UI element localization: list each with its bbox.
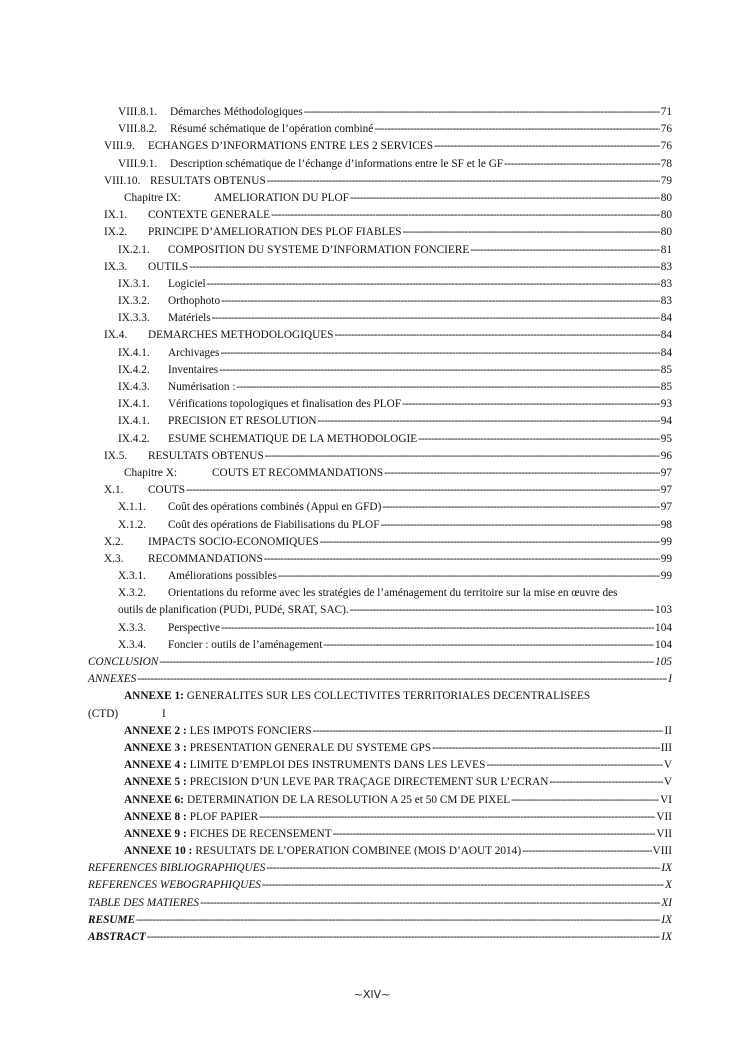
toc-entry-continuation (0, 602, 672, 619)
toc-entry-page: 99 (660, 570, 672, 583)
annex-title: GENERALITES SUR LES COLLECTIVITES TERRITORIALES DECENTRALISEES (186, 690, 591, 703)
annex-entry[interactable] (0, 723, 672, 740)
toc-entry-number: VIII.8.1. (118, 106, 158, 118)
dot-leader (304, 104, 660, 121)
toc-entry-number: VIII.8.2. (118, 123, 158, 136)
annex-label: ANNEXE 2 : (124, 724, 187, 737)
toc-section[interactable] (0, 929, 672, 946)
dot-leader (432, 740, 660, 757)
toc-entry-title: ECHANGES D’INFORMATIONS ENTRE LES 2 SERVICES (148, 140, 433, 153)
toc-entry-number: X.2. (104, 535, 124, 548)
toc-entry-number: IX.1. (104, 209, 128, 222)
dot-leader (418, 431, 660, 448)
annex-title: RESULTATS DE L’OPERATION COMBINEE (MOIS D’AOUT 2014) (195, 845, 522, 858)
toc-entry[interactable] (0, 534, 672, 551)
toc-entry-number: VIII.10. (104, 174, 141, 187)
dot-leader (136, 912, 660, 929)
toc-entry-title: PRECISION ET RESOLUTION (168, 415, 317, 428)
toc-entry-number: IX.4.1. (118, 346, 150, 359)
annex-title: LIMITE D’EMPLOI DES INSTRUMENTS DANS LES LEVES (189, 759, 486, 772)
toc-entry-page: 78 (660, 157, 672, 170)
annex-entry[interactable] (0, 809, 672, 826)
toc-entry[interactable] (0, 517, 672, 534)
toc-entry[interactable] (0, 551, 672, 568)
dot-leader (262, 877, 664, 894)
annex-page: VI (660, 793, 672, 806)
dot-leader (403, 224, 660, 241)
toc-entry-page: 85 (660, 363, 672, 376)
table-of-contents (0, 104, 744, 946)
toc-entry-title: Résumé schématique de l’opération combiné (170, 123, 374, 136)
toc-entry-title: Orthophoto (168, 295, 221, 308)
toc-entry-number: X.1.1. (118, 501, 146, 514)
toc-entry[interactable] (0, 207, 672, 224)
toc-section-page: X (665, 879, 672, 892)
toc-entry[interactable] (0, 224, 672, 241)
dot-leader (318, 413, 660, 430)
dot-leader (323, 637, 654, 654)
toc-entry-page: 95 (660, 432, 672, 445)
annex-title: LES IMPOTS FONCIERS (189, 724, 312, 737)
toc-entry-page: 71 (660, 106, 672, 118)
toc-entry-number: IX.4.2. (118, 432, 150, 445)
toc-entry-number: IX.2. (104, 226, 128, 239)
toc-entry-title: COMPOSITION DU SYSTEME D’INFORMATION FONCIERE (168, 243, 470, 256)
toc-entry-page: 99 (660, 552, 672, 565)
toc-entry-page: 98 (660, 518, 672, 531)
toc-entry[interactable] (0, 379, 672, 396)
toc-entry-number: IX.3. (104, 260, 128, 273)
toc-entry-page: 83 (660, 260, 672, 273)
toc-section-title: REFERENCES WEBOGRAPHIQUES (88, 879, 261, 892)
toc-entry[interactable] (0, 345, 672, 362)
toc-entry-title: AMELIORATION DU PLOF (214, 191, 349, 204)
toc-entry[interactable] (0, 173, 672, 190)
toc-entry[interactable] (0, 431, 672, 448)
toc-entry-title: Logiciel (168, 277, 206, 290)
annex-page: VII (656, 827, 672, 840)
toc-entry-title: Inventaires (168, 363, 219, 376)
toc-entry-number: X.3.4. (118, 638, 146, 651)
toc-entry-page: 97 (660, 484, 672, 497)
annex-title-continuation: (CTD) (88, 707, 119, 720)
toc-entry-number: X.1. (104, 484, 124, 497)
toc-entry[interactable] (0, 448, 672, 465)
dot-leader (350, 602, 654, 619)
toc-entry-number: IX.3.2. (118, 295, 150, 308)
toc-entry[interactable] (0, 310, 672, 327)
toc-entry-number: X.3.1. (118, 570, 146, 583)
annex-entry[interactable] (0, 826, 672, 843)
dot-leader (212, 310, 660, 327)
toc-entry-title: RESULTATS OBTENUS (150, 174, 266, 187)
dot-leader (147, 929, 661, 946)
dot-leader (486, 757, 662, 774)
dot-leader (382, 499, 659, 516)
toc-entry-number: IX.4.3. (118, 381, 150, 393)
toc-entry[interactable] (0, 585, 744, 602)
dot-leader (434, 138, 660, 155)
toc-entry[interactable] (0, 121, 672, 138)
toc-entry-title: RECOMMANDATIONS (148, 552, 263, 565)
dot-leader (522, 843, 651, 860)
annex-page: V (663, 776, 672, 789)
toc-section-page: IX (661, 931, 672, 943)
annex-page: VIII (652, 845, 672, 858)
dot-leader (511, 792, 659, 809)
toc-entry-title: Numérisation : (168, 381, 236, 393)
toc-entry-page: 80 (660, 209, 672, 222)
toc-entry-page: 93 (660, 398, 672, 411)
toc-entry-page: 79 (660, 174, 672, 187)
toc-section-page: 105 (655, 656, 672, 668)
toc-entry-title: RESULTATS OBTENUS (148, 449, 264, 462)
dot-leader (137, 671, 667, 688)
dot-leader (259, 809, 655, 826)
annex-label: ANNEXE 9 : (124, 827, 187, 840)
toc-entry-title: ESUME SCHEMATIQUE DE LA METHODOLOGIE (168, 432, 418, 445)
toc-entry-title: PRINCIPE D’AMELIORATION DES PLOF FIABLES (148, 226, 402, 239)
toc-entry[interactable] (0, 138, 672, 155)
toc-section-page: XI (661, 896, 672, 909)
toc-entry-page: 84 (660, 329, 672, 342)
annex-page: II (664, 724, 672, 737)
toc-entry-page: 84 (660, 312, 672, 325)
dot-leader (186, 482, 660, 499)
toc-section[interactable] (0, 895, 672, 912)
toc-entry-number: X.3.2. (118, 587, 146, 600)
toc-entry-title: Perspective (168, 621, 221, 634)
toc-section-title: ANNEXES (88, 673, 137, 686)
toc-entry-page: 97 (660, 466, 672, 479)
annex-title: PRECISION D’UN LEVE PAR TRAÇAGE DIRECTEMENT SUR L’ECRAN (189, 776, 549, 789)
toc-entry-title: Archivages (168, 346, 220, 359)
toc-entry-page: 96 (660, 449, 672, 462)
toc-entry[interactable] (0, 413, 672, 430)
toc-section-title: REFERENCES BIBLIOGRAPHIQUES (88, 862, 266, 875)
toc-entry-page: 83 (660, 295, 672, 308)
dot-leader (402, 396, 660, 413)
dot-leader (271, 207, 660, 224)
toc-entry-page: 99 (660, 535, 672, 548)
toc-entry[interactable] (0, 499, 672, 516)
toc-entry-number: IX.4. (104, 329, 128, 342)
dot-leader (350, 190, 660, 207)
annex-label: ANNEXE 3 : (124, 741, 187, 754)
dot-leader (159, 654, 654, 671)
annex-entry[interactable] (0, 757, 672, 774)
dot-leader (221, 620, 654, 637)
dot-leader (189, 259, 660, 276)
dot-leader (220, 345, 659, 362)
toc-entry-title: DEMARCHES METHODOLOGIQUES (148, 329, 334, 342)
annex-label: ANNEXE 1: (124, 690, 184, 703)
toc-entry-title: Démarches Méthodologiques (170, 106, 303, 118)
toc-section-title: RESUME (88, 913, 136, 926)
toc-section-title: TABLE DES MATIERES (88, 896, 200, 909)
dot-leader (200, 895, 660, 912)
toc-entry-number: X.1.2. (118, 518, 146, 531)
toc-entry-page: 76 (660, 123, 672, 136)
toc-entry-page: 81 (660, 243, 672, 256)
annex-page: V (663, 759, 672, 772)
toc-entry-title: Foncier : outils de l’aménagement (168, 638, 323, 651)
toc-entry-page: 83 (660, 277, 672, 290)
toc-entry-number: VIII.9.1. (118, 157, 158, 170)
toc-entry[interactable] (0, 259, 672, 276)
toc-entry-number: IX.4.2. (118, 363, 150, 376)
annex-title: PRESENTATION GENERALE DU SYSTEME GPS (189, 741, 432, 754)
toc-entry-title: Orientations du reforme avec les stratégies de l’aménagement du territoire sur la mise en œuvre des (168, 587, 618, 600)
toc-entry-page: 94 (660, 415, 672, 428)
annex-entry-continuation (0, 706, 744, 723)
annex-page: VII (656, 810, 672, 823)
toc-entry-page: 85 (660, 381, 672, 393)
toc-entry[interactable] (0, 637, 672, 654)
toc-entry-number: IX.3.3. (118, 312, 150, 325)
toc-entry[interactable] (0, 156, 672, 173)
toc-entry-title: Matériels (168, 312, 211, 325)
dot-leader (207, 276, 660, 293)
toc-entry-number: IX.2.1. (118, 243, 150, 256)
toc-entry-page: 103 (655, 604, 672, 617)
toc-entry-title: Coût des opérations combinés (Appui en GFD) (168, 501, 382, 514)
toc-entry-number: X.3. (104, 552, 124, 565)
toc-section-page: IX (661, 913, 672, 926)
annex-label: ANNEXE 5 : (124, 776, 187, 789)
toc-entry-number: IX.4.1. (118, 398, 150, 411)
toc-section[interactable] (0, 671, 672, 688)
annex-label: ANNEXE 8 : (124, 810, 187, 823)
dot-leader (219, 362, 660, 379)
annex-entry[interactable] (0, 740, 672, 757)
toc-entry[interactable] (0, 482, 672, 499)
toc-entry-number: Chapitre X: (124, 466, 178, 479)
toc-entry-page: 80 (660, 226, 672, 239)
toc-entry[interactable] (0, 620, 672, 637)
toc-section[interactable] (0, 912, 672, 929)
toc-entry-page: 97 (660, 501, 672, 514)
toc-entry[interactable] (0, 327, 672, 344)
dot-leader (265, 448, 660, 465)
toc-section-page: IX (661, 862, 672, 875)
toc-entry-title: IMPACTS SOCIO-ECONOMIQUES (148, 535, 319, 548)
toc-entry-title: Améliorations possibles (168, 570, 277, 583)
toc-entry-title: Description schématique de l’échange d’informations entre le SF et le GF (170, 157, 504, 170)
dot-leader (221, 293, 660, 310)
dot-leader (320, 534, 660, 551)
annex-title: DETERMINATION DE LA RESOLUTION A 25 et 50 CM DE PIXEL (186, 793, 511, 806)
toc-entry[interactable] (0, 396, 672, 413)
dot-leader (549, 774, 662, 791)
toc-entry[interactable] (0, 568, 672, 585)
dot-leader (374, 121, 659, 138)
toc-entry-number: X.3.3. (118, 621, 146, 634)
toc-entry[interactable] (0, 104, 672, 121)
toc-entry-page: 104 (655, 621, 672, 634)
dot-leader (266, 860, 660, 877)
toc-entry-number: IX.5. (104, 449, 128, 462)
toc-entry[interactable] (0, 190, 672, 207)
toc-entry[interactable] (0, 465, 672, 482)
dot-leader (504, 156, 660, 173)
annex-title: FICHES DE RECENSEMENT (189, 827, 332, 840)
toc-entry-page: 80 (660, 191, 672, 204)
annex-entry[interactable] (0, 792, 672, 809)
toc-entry[interactable] (0, 293, 672, 310)
dot-leader (313, 723, 664, 740)
toc-section[interactable] (0, 860, 672, 877)
toc-section[interactable] (0, 654, 672, 671)
page-number: ~XIV~ (353, 988, 391, 1001)
dot-leader (381, 517, 660, 534)
toc-entry-title: CONTEXTE GENERALE (148, 209, 271, 222)
toc-entry-title: COUTS ET RECOMMANDATIONS (212, 466, 384, 479)
dot-leader (334, 327, 659, 344)
toc-entry-number: VIII.9. (104, 140, 135, 153)
annex-entry[interactable] (0, 688, 744, 705)
toc-entry-title: Vérifications topologiques et finalisation des PLOF (168, 398, 402, 411)
annex-page: I (162, 707, 166, 720)
toc-entry-title: outils de planification (PUDi, PUDé, SRAT, SAC). (118, 604, 349, 617)
toc-entry-title: OUTILS (148, 260, 189, 273)
toc-section[interactable] (0, 877, 672, 894)
annex-entry[interactable] (0, 843, 672, 860)
toc-entry-title: COUTS (148, 484, 186, 497)
annex-entry[interactable] (0, 774, 672, 791)
dot-leader (384, 465, 660, 482)
toc-entry-title: Coût des opérations de Fiabilisations du PLOF (168, 518, 380, 531)
toc-section-title: ABSTRACT (88, 931, 146, 943)
toc-entry[interactable] (0, 276, 672, 293)
dot-leader (236, 379, 659, 396)
annex-title: PLOF PAPIER (189, 810, 259, 823)
annex-label: ANNEXE 4 : (124, 759, 187, 772)
dot-leader (470, 242, 659, 259)
toc-entry-page: 76 (660, 140, 672, 153)
toc-entry[interactable] (0, 362, 672, 379)
toc-entry-number: IX.3.1. (118, 277, 150, 290)
dot-leader (264, 551, 660, 568)
annex-label: ANNEXE 10 : (124, 845, 193, 858)
toc-entry[interactable] (0, 242, 672, 259)
annex-page: III (660, 741, 672, 754)
toc-entry-number: Chapitre IX: (124, 191, 181, 204)
toc-entry-page: 104 (655, 638, 672, 651)
dot-leader (278, 568, 660, 585)
toc-section-title: CONCLUSION (88, 656, 159, 668)
dot-leader (267, 173, 660, 190)
toc-section-page: I (668, 673, 672, 686)
annex-label: ANNEXE 6: (124, 793, 184, 806)
toc-entry-number: IX.4.1. (118, 415, 150, 428)
dot-leader (333, 826, 656, 843)
toc-entry-page: 84 (660, 346, 672, 359)
